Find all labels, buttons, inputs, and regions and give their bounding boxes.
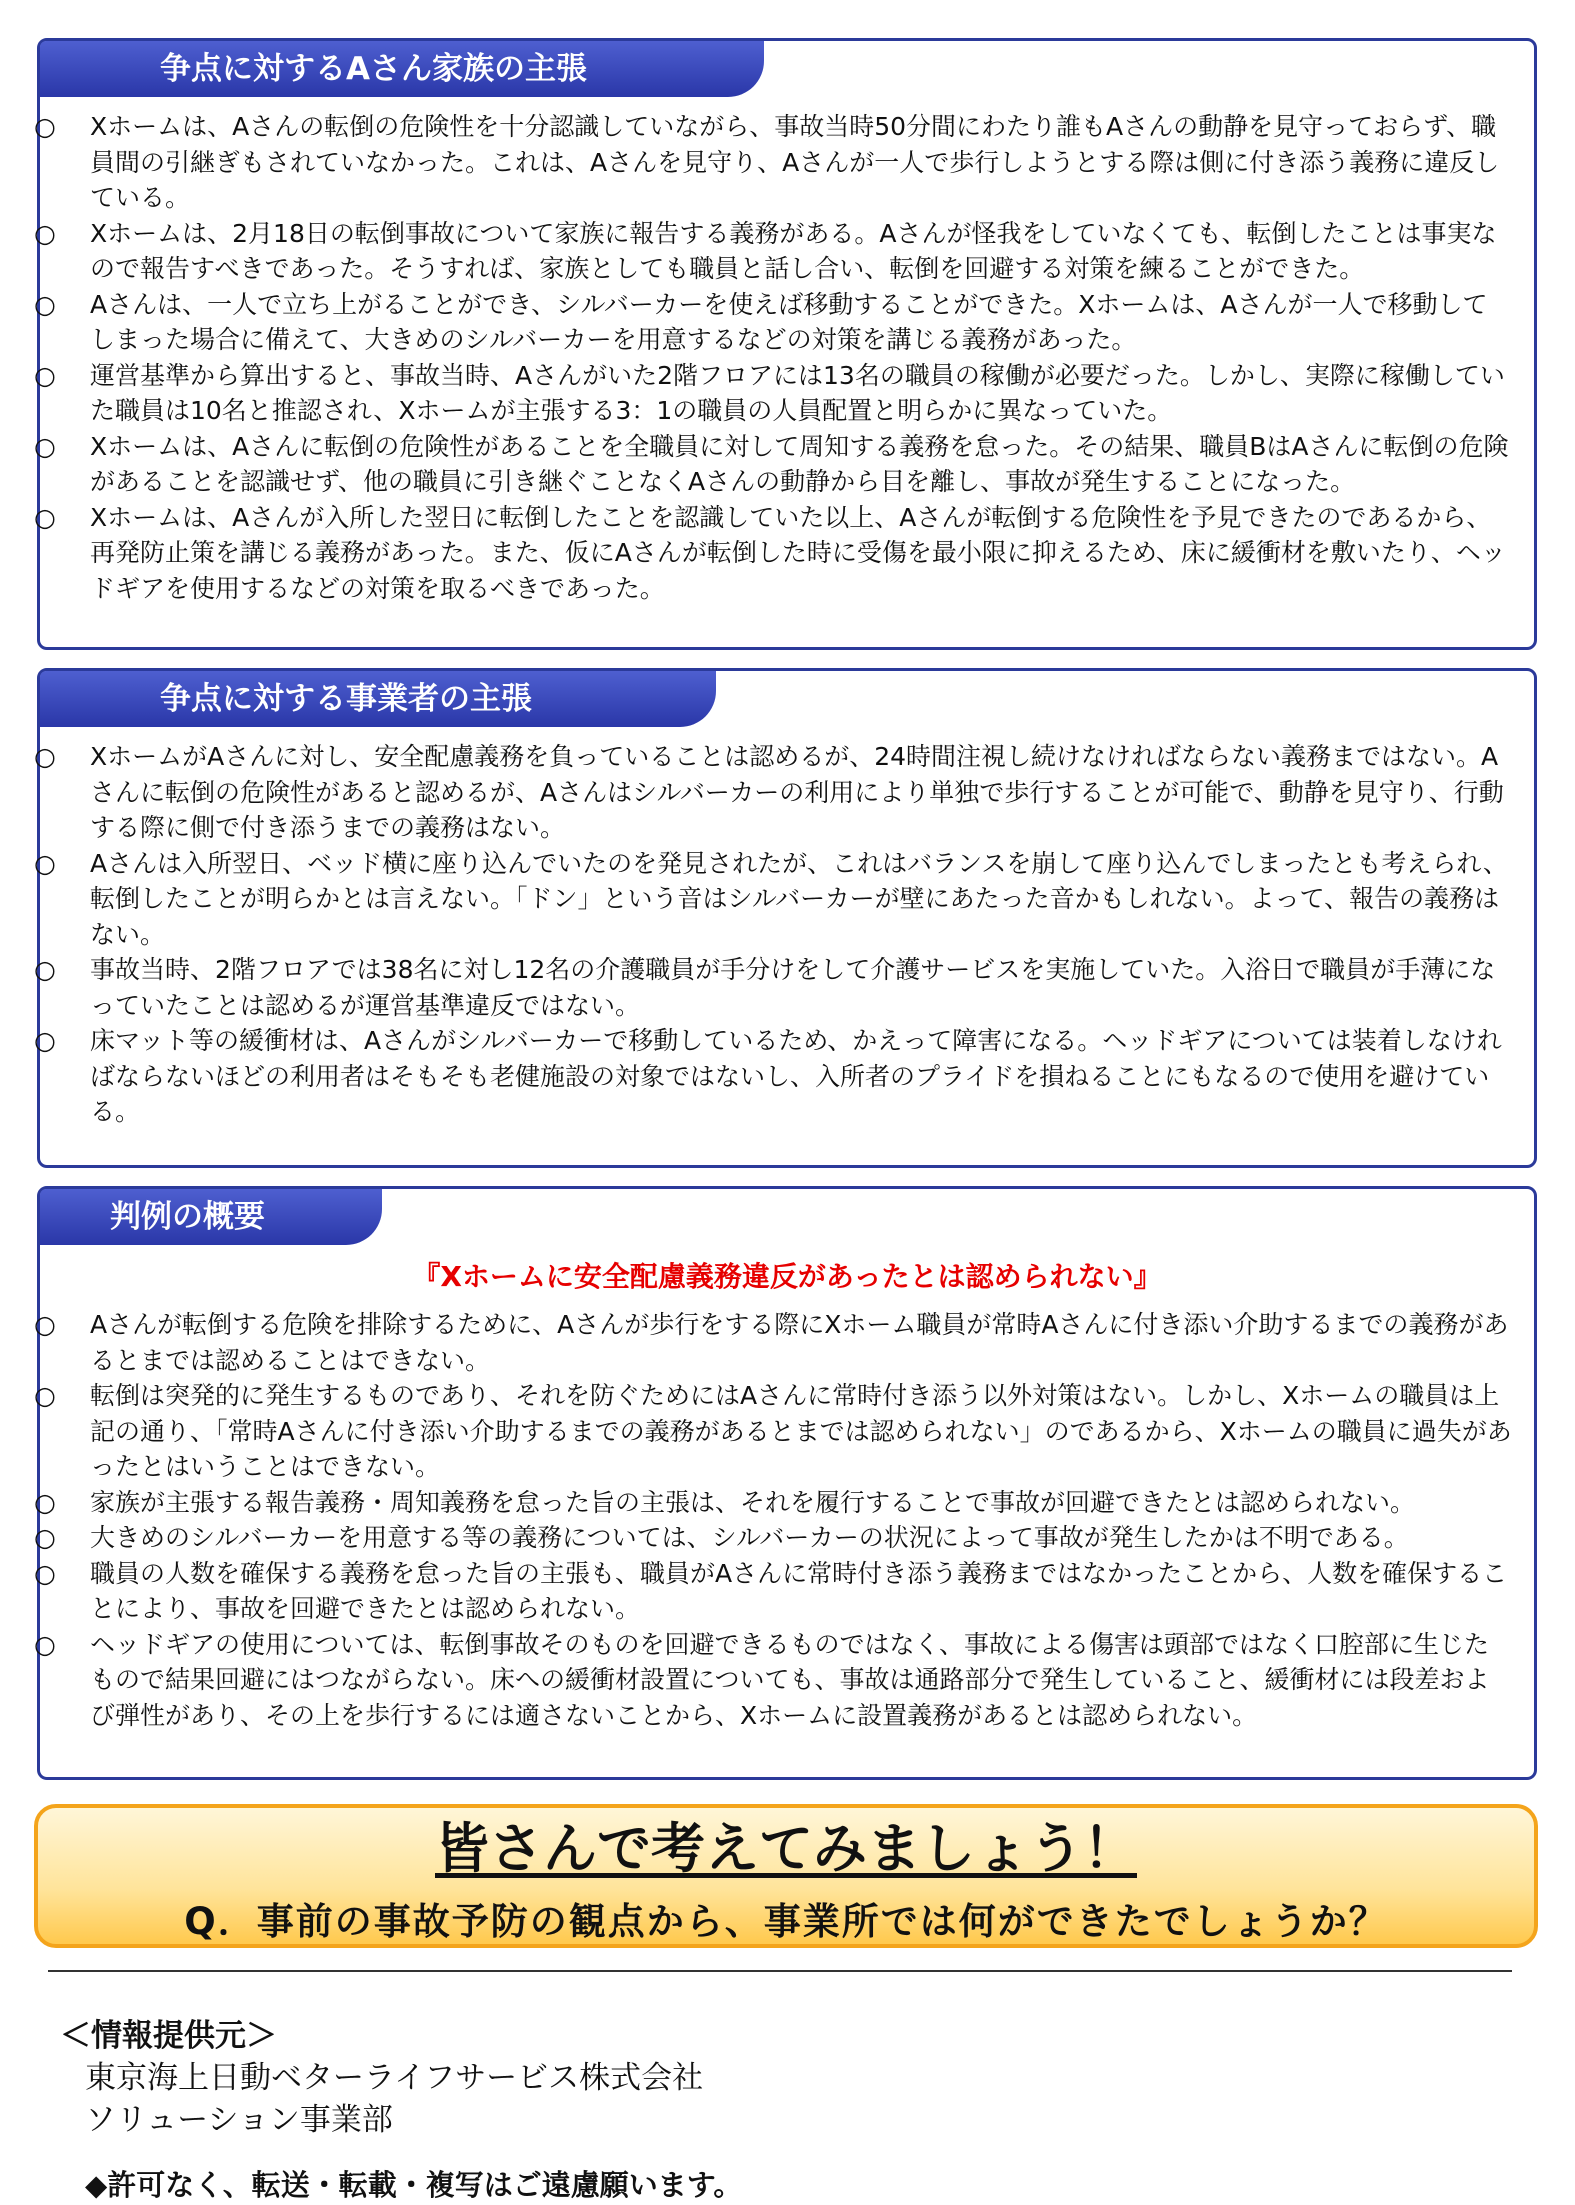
list-item	[34, 846, 1512, 953]
banner-title	[38, 1816, 1534, 1882]
item-text: 職員の人数を確保する義務を怠った旨の主張も、職員がAさんに常時付き添う義務まではなかったことから、人数を確保することにより、事故を回避できたとは認められない。	[90, 1558, 1508, 1623]
item-text: XホームがAさんに対し、安全配慮義務を負っていることは認めるが、24時間注視し続けなければならない義務まではない。Aさんに転倒の危険性があると認めるが、Aさんはシルバーカーの利用により単独で歩行することが可能で、動静を見守り、行動する際に側で付き添うまでの義務はない。	[90, 742, 1504, 842]
bullet-mark: ○	[34, 289, 56, 319]
item-text: Aさんは入所翌日、ベッド横に座り込んでいたのを発見されたが、これはバランスを崩して座り込んでしまったとも考えられ、転倒したことが明らかとは言えない。「ドン」という音はシルバーカーが壁にあたった音かもしれない。よって、報告の義務はない。	[90, 848, 1508, 949]
family-claims-section	[34, 38, 1537, 650]
list-item	[34, 1520, 1512, 1556]
bullet-mark: ○	[34, 360, 56, 390]
list-item	[34, 500, 1512, 607]
precedent-summary-section	[34, 1186, 1537, 1780]
list-item	[34, 1307, 1512, 1378]
item-text: 家族が主張する報告義務・周知義務を怠った旨の主張は、それを履行することで事故が回避できたとは認められない。	[90, 1487, 1416, 1517]
bullet-mark: ○	[34, 218, 56, 248]
bullet-mark: ○	[34, 848, 56, 878]
item-text: 床マット等の緩衝材は、Aさんがシルバーカーで移動しているため、かえって障害になる。ヘッドギアについては装着しなければならないほどの利用者はそもそも老健施設の対象ではないし、入所者のプライドを損ねることにもなるので使用を避けている。	[90, 1026, 1502, 1126]
item-text: Aさんは、一人で立ち上がることができ、シルバーカーを使えば移動することができた。Xホームは、Aさんが一人で移動してしまった場合に備えて、大きめのシルバーカーを用意するなどの対策を講じる義務があった。	[90, 289, 1488, 354]
bullet-mark: ○	[34, 431, 56, 461]
banner-question: Q．事前の事故予防の観点から、事業所では何ができたでしょうか？	[184, 1900, 1388, 1943]
bullet-mark: ○	[34, 502, 56, 532]
bullet-mark: ○	[34, 1381, 56, 1410]
section-title: 判例の概要	[110, 1199, 265, 1235]
bullet-mark: ○	[34, 742, 56, 771]
item-text: ヘッドギアの使用については、転倒事故そのものを回避できるものではなく、事故による傷害は頭部ではなく口腔部に生じたもので結果回避にはつながらない。床への緩衝材設置についても、事故は通路部分で発生していること、緩衝材には段差および弾性があり、その上を歩行するには適さないことから、Xホームに設置義務があるとは認められない。	[90, 1629, 1490, 1730]
list-item	[34, 1023, 1512, 1130]
source-company: 東京海上日動ベターライフサービス株式会社	[85, 2060, 704, 2096]
item-text: 転倒は突発的に発生するものであり、それを防ぐためにはAさんに常時付き添う以外対策はない。しかし、Xホームの職員は上記の通り、「常時Aさんに付き添い介助するまでの義務があるとまでは認められない」のであるから、Xホームの職員に過失があったとはいうことはできない。	[90, 1381, 1512, 1481]
list-item	[34, 1556, 1512, 1627]
item-text: Aさんが転倒する危険を排除するために、Aさんが歩行をする際にXホーム職員が常時Aさんに付き添い介助するまでの義務があるとまでは認めることはできない。	[90, 1310, 1509, 1375]
list-item	[34, 1485, 1512, 1521]
list-item	[34, 109, 1512, 216]
list-item	[34, 1627, 1512, 1734]
bullet-mark: ○	[34, 1523, 56, 1552]
bullet-mark: ○	[34, 1026, 56, 1055]
list-item	[34, 739, 1512, 846]
source-heading: ＜情報提供元＞	[60, 2018, 277, 2054]
divider	[48, 1970, 1512, 1972]
bullet-mark: ○	[34, 1487, 56, 1517]
item-text: Xホームは、Aさんが入所した翌日に転倒したことを認識していた以上、Aさんが転倒する危険性を予見できたのであるから、再発防止策を講じる義務があった。また、仮にAさんが転倒した時に受傷を最小限に抑えるため、床に緩衝材を敷いたり、ヘッドギアを使用するなどの対策を取るべきであった。	[90, 502, 1506, 603]
copyright-notice: ◆許可なく、転送・転載・複写はご遠慮願います。	[85, 2168, 743, 2202]
item-text: 運営基準から算出すると、事故当時、Aさんがいた2階フロアには13名の職員の稼働が必要だった。しかし、実際に稼働していた職員は10名と推認され、Xホームが主張する3：1の職員の人員配置と明らかに異なっていた。	[90, 360, 1505, 425]
operator-claims-section	[34, 668, 1537, 1168]
list-item	[34, 216, 1512, 287]
discussion-banner	[34, 1804, 1538, 1948]
section-header-tab	[40, 41, 764, 97]
section-title: 争点に対する事業者の主張	[160, 681, 532, 717]
section-title: 争点に対するAさん家族の主張	[160, 51, 587, 87]
list-item	[34, 1378, 1512, 1485]
verdict-heading: 『Xホームに安全配慮義務違反があったとは認められない』	[412, 1260, 1162, 1293]
bullet-mark: ○	[34, 1629, 56, 1659]
source-division: ソリューション事業部	[85, 2102, 393, 2138]
banner-title-text: 皆さんで考えてみましょう！	[435, 1817, 1137, 1880]
bullet-mark: ○	[34, 112, 56, 141]
section-header-tab	[40, 671, 716, 727]
item-text: Xホームは、Aさんの転倒の危険性を十分認識していながら、事故当時50分間にわたり誰もAさんの動静を見守っておらず、職員間の引継ぎもされていなかった。これは、Aさんを見守り、Aさんが一人で歩行しようとする際は側に付き添う義務に違反している。	[90, 112, 1500, 212]
bullet-mark: ○	[34, 1310, 56, 1339]
section-header-tab	[40, 1189, 382, 1245]
bullet-mark: ○	[34, 955, 56, 984]
list-item	[34, 952, 1512, 1023]
item-text: Xホームは、Aさんに転倒の危険性があることを全職員に対して周知する義務を怠った。その結果、職員BはAさんに転倒の危険があることを認識せず、他の職員に引き継ぐことなくAさんの動静から目を離し、事故が発生することになった。	[90, 431, 1509, 496]
bullet-mark: ○	[34, 1558, 56, 1588]
list-item	[34, 429, 1512, 500]
list-item	[34, 287, 1512, 358]
item-text: 大きめのシルバーカーを用意する等の義務については、シルバーカーの状況によって事故が発生したかは不明である。	[90, 1523, 1409, 1552]
item-text: Xホームは、2月18日の転倒事故について家族に報告する義務がある。Aさんが怪我をしていなくても、転倒したことは事実なので報告すべきであった。そうすれば、家族としても職員と話し合い、転倒を回避する対策を練ることができた。	[90, 218, 1497, 283]
list-item	[34, 358, 1512, 429]
item-text: 事故当時、2階フロアでは38名に対し12名の介護職員が手分けをして介護サービスを実施していた。入浴日で職員が手薄になっていたことは認めるが運営基準違反ではない。	[90, 955, 1496, 1020]
